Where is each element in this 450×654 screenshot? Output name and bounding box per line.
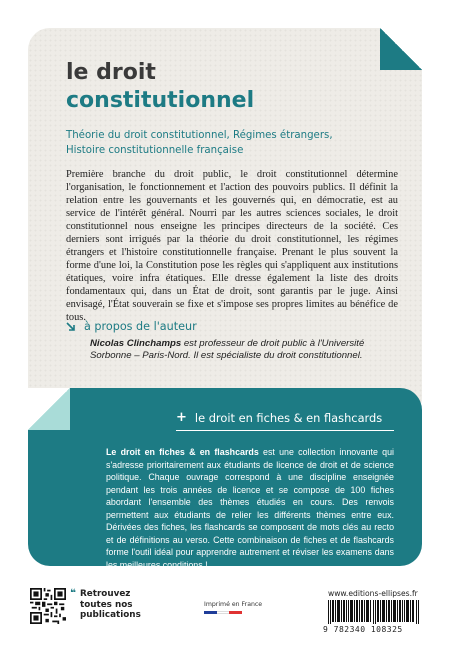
title-line-2: constitutionnel bbox=[66, 88, 255, 113]
website-link[interactable]: www.editions-ellipses.fr bbox=[328, 589, 418, 598]
about-author-heading bbox=[66, 320, 197, 333]
description-text: Première branche du droit public, le droit constitutionnel détermine l'organisation, le fonctionnement et l'action des pouvoirs publics. Il définit la relation entre les gouvernants et les gouvernés qui, en démocratie, est au service de l'intérêt général. Nourri par les autres sciences sociales, le droit constitutionnel nous enseigne les principes directeurs de la société. Ces derniers sont irrigués par la théorie du droit constitutionnel, les régimes étrangers et l'histoire constitutionnelle française. Prenant le plus souvent la forme d'une loi, la Constitution pose les règles qui s'appliquent aux institutions étatiques, voire infra étatiques. Elle dresse également la liste des droits fondamentaux qui, dans un État de droit, sont garantis par le juge. Ainsi envisagé, l'État souverain se fixe et s'impose ses propres limites au bénéfice de tous. bbox=[66, 169, 398, 323]
france-flag bbox=[204, 611, 242, 614]
collection-text bbox=[106, 446, 394, 571]
retrouvez-line-1: Retrouvez bbox=[80, 589, 131, 599]
collection-description: est une collection innovante qui s'adresse prioritairement aux étudiants de licence de droit et de science politique. Chaque ouvrage correspond à une discipline enseignée pendant les trois années de licence et se compose de 100 fiches abordant l'ensemble des thèmes étudiés en cours. Des renvois permettent aux étudiants de relier les différents thèmes entre eux. Dérivées des fiches, les flashcards se composent de mots clés au recto et de définitions au verso. Cette combinaison de fiches et de flashcards forme l'outil idéal pour apprendre autrement et réviser les examens dans les meilleures conditions ! bbox=[106, 447, 395, 570]
subtitle-line-1: Théorie du droit constitutionnel, Régimes étrangers, bbox=[66, 130, 333, 141]
page-fold-corner-top bbox=[380, 28, 422, 70]
about-author-text bbox=[90, 338, 390, 362]
printed-in-france: Imprimé en France bbox=[204, 601, 263, 608]
plus-icon: + bbox=[176, 410, 187, 425]
qr-code[interactable] bbox=[30, 588, 66, 624]
retrouvez-line-3: publications bbox=[80, 610, 141, 620]
collection-name: Le droit en fiches & en flashcards bbox=[106, 447, 259, 457]
subtitle-line-2: Histoire constitutionnelle française bbox=[66, 145, 244, 156]
about-author-label: à propos de l'auteur bbox=[84, 320, 197, 333]
author-bio: est professeur de droit public à l'Université Sorbonne – Paris-Nord. Il est spécialiste du droit constitutionnel. bbox=[90, 338, 365, 361]
collection-heading bbox=[176, 410, 382, 425]
subtitle bbox=[66, 128, 396, 158]
title-line-1: le droit bbox=[66, 60, 156, 85]
retrouvez-text bbox=[80, 589, 140, 621]
collection-heading-label: le droit en fiches & en flashcards bbox=[194, 410, 383, 425]
collection-divider bbox=[176, 430, 394, 431]
arrow-down-right-icon bbox=[66, 322, 76, 332]
isbn-number: 9 782340 108325 bbox=[323, 625, 403, 634]
retrouvez-line-2: toutes nos bbox=[80, 599, 133, 610]
quote-icon: ❝ bbox=[70, 588, 76, 599]
page-fold-corner-bottom bbox=[28, 388, 70, 430]
barcode bbox=[328, 600, 420, 624]
author-name: Nicolas Clinchamps bbox=[90, 338, 182, 349]
